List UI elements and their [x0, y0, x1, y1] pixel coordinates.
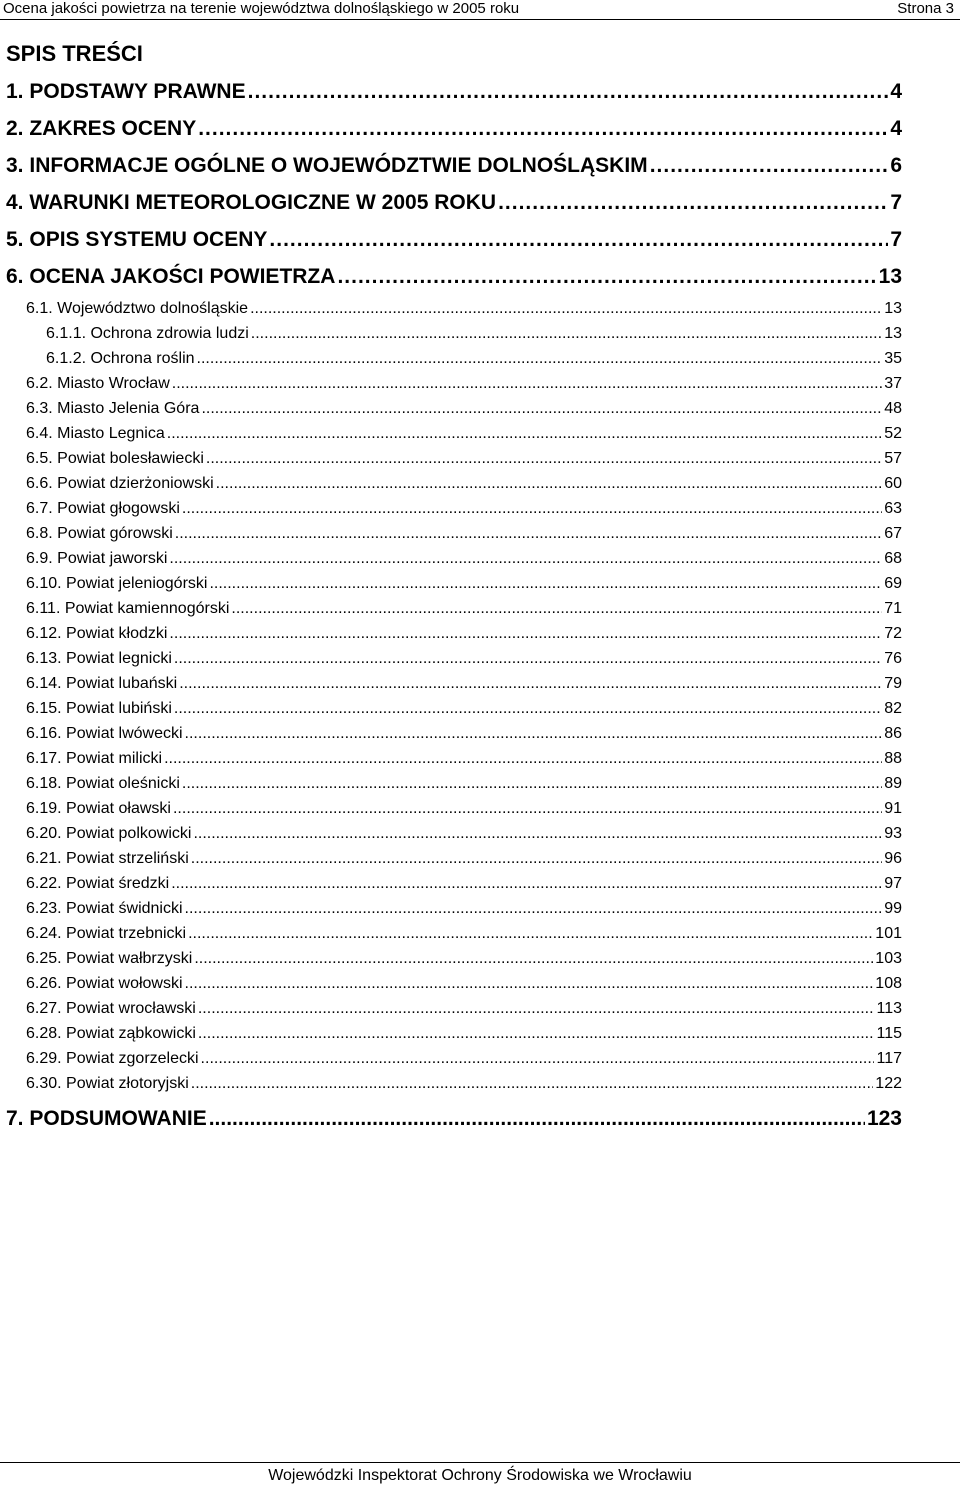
toc-entry-6-7[interactable]	[26, 499, 902, 519]
toc-entry-number: 5.	[6, 228, 24, 251]
toc-entry-page: 7	[890, 191, 902, 214]
toc-entry-page: 96	[884, 850, 902, 867]
toc-entry-number: 6.	[6, 265, 24, 288]
toc-entry-6-23[interactable]	[26, 899, 902, 919]
toc-leader-dots	[175, 524, 882, 544]
toc-entry-title: Powiat milicki	[66, 750, 163, 767]
toc-entry-number: 6.1.	[26, 300, 53, 317]
page-footer: Wojewódzki Inspektorat Ochrony Środowiska we Wrocławiu	[268, 1467, 692, 1484]
toc-entry-page: 82	[884, 700, 902, 717]
toc-entry-number: 6.16.	[26, 725, 62, 742]
toc-leader-dots	[173, 799, 882, 819]
toc-leader-dots	[169, 549, 882, 569]
document-title: Ocena jakości powietrza na terenie województwa dolnośląskiego w 2005 roku	[3, 0, 520, 17]
toc-entry-page: 88	[884, 750, 902, 767]
toc-entry-number: 6.11.	[26, 600, 61, 617]
toc-entry-title: Powiat jeleniogórski	[66, 575, 208, 592]
toc-entry-title: Powiat lubański	[66, 675, 178, 692]
toc-entry-6-26[interactable]	[26, 974, 902, 994]
toc-entry-number: 6.1.1.	[46, 325, 87, 342]
toc-entry-title: Powiat trzebnicki	[66, 925, 187, 942]
toc-entry-3[interactable]	[6, 154, 902, 178]
toc-leader-dots	[337, 265, 876, 289]
toc-entry-page: 4	[890, 117, 902, 140]
toc-entry-6-30[interactable]	[26, 1074, 902, 1094]
toc-title: SPIS TREŚCI	[6, 41, 143, 66]
toc-entry-page: 69	[884, 575, 902, 592]
toc-leader-dots	[188, 924, 873, 944]
toc-leader-dots	[216, 474, 883, 494]
toc-entry-number: 6.27.	[26, 1000, 62, 1017]
page-header	[0, 0, 960, 20]
toc-entry-number: 6.2.	[26, 375, 53, 392]
toc-entry-page: 101	[875, 925, 902, 942]
toc-entry-page: 71	[884, 600, 902, 617]
toc-entry-6-2[interactable]	[26, 374, 902, 394]
toc-entry-page: 48	[884, 400, 902, 417]
toc-leader-dots	[174, 649, 882, 669]
toc-entry-1[interactable]	[6, 80, 902, 104]
toc-entry-4[interactable]	[6, 191, 902, 215]
toc-entry-page: 103	[875, 950, 902, 967]
toc-entry-number: 6.1.2.	[46, 350, 87, 367]
toc-entry-title: Powiat kłodzki	[66, 625, 168, 642]
toc-entry-6-19[interactable]	[26, 799, 902, 819]
toc-leader-dots	[164, 749, 882, 769]
toc-entry-6-22[interactable]	[26, 874, 902, 894]
toc-leader-dots	[185, 974, 874, 994]
toc-entry-page: 115	[876, 1025, 902, 1042]
toc-entry-page: 79	[884, 675, 902, 692]
toc-entry-number: 6.21.	[26, 850, 62, 867]
toc-leader-dots	[251, 324, 882, 344]
toc-leader-dots	[169, 624, 882, 644]
toc-entry-number: 7.	[6, 1107, 24, 1130]
toc-leader-dots	[179, 674, 882, 694]
toc-leader-dots	[650, 154, 889, 178]
toc-entry-6-10[interactable]	[26, 574, 902, 594]
toc-entry-title: Powiat wołowski	[66, 975, 183, 992]
toc-entry-title: Powiat jaworski	[57, 550, 168, 567]
toc-entry-title: INFORMACJE OGÓLNE O WOJEWÓDZTWIE DOLNOŚLĄSKIM	[29, 154, 648, 177]
toc-entry-6[interactable]	[6, 265, 902, 289]
toc-entry-page: 63	[884, 500, 902, 517]
toc-leader-dots	[182, 499, 882, 519]
toc-entry-number: 6.9.	[26, 550, 53, 567]
toc-entry-title: Powiat złotoryjski	[66, 1075, 189, 1092]
toc-entry-title: PODSTAWY PRAWNE	[29, 80, 246, 103]
toc-leader-dots	[172, 374, 882, 394]
toc-entry-number: 6.24.	[26, 925, 62, 942]
toc-entry-title: ZAKRES OCENY	[29, 117, 197, 140]
toc-leader-dots	[197, 349, 883, 369]
toc-entry-page: 76	[884, 650, 902, 667]
toc-entry-number: 6.12.	[26, 625, 62, 642]
toc-entry-title: Powiat głogowski	[57, 500, 180, 517]
toc-leader-dots	[206, 449, 882, 469]
toc-leader-dots	[269, 228, 888, 252]
toc-entry-page: 4	[890, 80, 902, 103]
toc-leader-dots	[248, 80, 889, 104]
toc-entry-title: Powiat lubiński	[66, 700, 172, 717]
toc-entry-number: 6.26.	[26, 975, 62, 992]
toc-entry-page: 89	[884, 775, 902, 792]
toc-entry-number: 6.20.	[26, 825, 62, 842]
toc-entry-6-9[interactable]	[26, 549, 902, 569]
toc-leader-dots	[231, 599, 882, 619]
toc-entry-6-1-2[interactable]	[46, 349, 902, 369]
toc-entry-5[interactable]	[6, 228, 902, 252]
toc-entry-page: 57	[884, 450, 902, 467]
toc-entry-title: Powiat legnicki	[66, 650, 172, 667]
toc-entry-title: Miasto Jelenia Góra	[57, 400, 200, 417]
toc-leader-dots	[167, 424, 882, 444]
toc-entry-page: 108	[875, 975, 902, 992]
toc-leader-dots	[185, 899, 883, 919]
toc-entry-number: 6.5.	[26, 450, 53, 467]
toc-entry-title: Powiat dzierżoniowski	[57, 475, 214, 492]
toc-entry-6-21[interactable]	[26, 849, 902, 869]
toc-entry-title: Powiat kamiennogórski	[64, 600, 230, 617]
toc-entry-6-4[interactable]	[26, 424, 902, 444]
toc-entry-6-29[interactable]	[26, 1049, 902, 1069]
toc-entry-title: Powiat wrocławski	[66, 1000, 196, 1017]
toc-entry-number: 6.14.	[26, 675, 62, 692]
toc-entry-title: Województwo dolnośląskie	[57, 300, 249, 317]
toc-leader-dots	[198, 999, 875, 1019]
toc-entry-page: 123	[866, 1107, 902, 1130]
toc-leader-dots	[171, 874, 882, 894]
toc-entry-title: Powiat ząbkowicki	[66, 1025, 196, 1042]
toc-entry-7[interactable]	[6, 1107, 902, 1131]
toc-entry-number: 6.23.	[26, 900, 62, 917]
toc-entry-page: 86	[884, 725, 902, 742]
toc-entry-2[interactable]	[6, 117, 902, 141]
toc-entry-number: 6.17.	[26, 750, 62, 767]
toc-entry-title: Powiat średzki	[66, 875, 170, 892]
toc-entry-page: 68	[884, 550, 902, 567]
toc-entry-number: 6.10.	[26, 575, 62, 592]
toc-entry-number: 6.4.	[26, 425, 53, 442]
toc-entry-6-25[interactable]	[26, 949, 902, 969]
toc-leader-dots	[209, 1107, 865, 1131]
toc-entry-number: 6.8.	[26, 525, 53, 542]
toc-leader-dots	[250, 299, 882, 319]
toc-entry-title: OPIS SYSTEMU OCENY	[29, 228, 268, 251]
toc-leader-dots	[201, 1049, 875, 1069]
toc-entry-6-18[interactable]	[26, 774, 902, 794]
toc-leader-dots	[201, 399, 882, 419]
toc-entry-6-5[interactable]	[26, 449, 902, 469]
toc-entry-number: 6.30.	[26, 1075, 62, 1092]
toc-entry-page: 97	[884, 875, 902, 892]
toc-entry-6-13[interactable]	[26, 649, 902, 669]
toc-leader-dots	[194, 949, 873, 969]
toc-entry-page: 117	[876, 1050, 902, 1067]
toc-entry-number: 3.	[6, 154, 24, 177]
toc-entry-6-6[interactable]	[26, 474, 902, 494]
toc-entry-title: Powiat wałbrzyski	[66, 950, 193, 967]
toc-entry-page: 13	[884, 300, 902, 317]
page-number: Strona 3	[897, 0, 954, 17]
toc-entry-page: 13	[884, 325, 902, 342]
toc-entry-page: 122	[875, 1075, 902, 1092]
toc-entry-page: 72	[884, 625, 902, 642]
toc-entry-6-17[interactable]	[26, 749, 902, 769]
toc-entry-6-16[interactable]	[26, 724, 902, 744]
toc-entry-6-3[interactable]	[26, 399, 902, 419]
toc-entry-page: 13	[878, 265, 902, 288]
toc-entry-page: 52	[884, 425, 902, 442]
toc-entry-page: 93	[884, 825, 902, 842]
toc-leader-dots	[185, 724, 883, 744]
toc-entry-title: Powiat oleśnicki	[66, 775, 180, 792]
toc-leader-dots	[193, 824, 882, 844]
toc-entry-number: 6.18.	[26, 775, 62, 792]
toc-entry-6-1-1[interactable]	[46, 324, 902, 344]
toc-entry-title: Powiat oławski	[66, 800, 171, 817]
toc-entry-title: Powiat bolesławiecki	[57, 450, 204, 467]
toc-entry-title: Powiat polkowicki	[66, 825, 192, 842]
toc-entry-number: 6.19.	[26, 800, 62, 817]
toc-entry-title: Ochrona zdrowia ludzi	[90, 325, 249, 342]
toc-leader-dots	[182, 774, 882, 794]
toc-entry-number: 6.7.	[26, 500, 53, 517]
toc-entry-page: 91	[884, 800, 902, 817]
toc-entry-number: 6.29.	[26, 1050, 62, 1067]
toc-entry-page: 99	[884, 900, 902, 917]
toc-leader-dots	[498, 191, 888, 215]
toc-leader-dots	[198, 117, 888, 141]
toc-entry-title: Powiat górowski	[57, 525, 173, 542]
toc-entry-6-28[interactable]	[26, 1024, 902, 1044]
toc-entry-6-20[interactable]	[26, 824, 902, 844]
footer-divider	[0, 1462, 960, 1463]
toc-entry-6-14[interactable]	[26, 674, 902, 694]
toc-entry-number: 6.25.	[26, 950, 62, 967]
toc-entry-page: 67	[884, 525, 902, 542]
toc-entry-page: 35	[884, 350, 902, 367]
toc-entry-title: PODSUMOWANIE	[29, 1107, 207, 1130]
toc-entry-page: 113	[876, 1000, 902, 1017]
toc-entry-number: 1.	[6, 80, 24, 103]
toc-entry-page: 60	[884, 475, 902, 492]
toc-entry-title: WARUNKI METEOROLOGICZNE W 2005 ROKU	[29, 191, 497, 214]
toc-leader-dots	[198, 1024, 875, 1044]
toc-entry-page: 7	[890, 228, 902, 251]
toc-entry-number: 6.15.	[26, 700, 62, 717]
toc-entry-6-12[interactable]	[26, 624, 902, 644]
toc-entry-title: Powiat zgorzelecki	[66, 1050, 199, 1067]
toc-entry-number: 6.3.	[26, 400, 53, 417]
toc-entry-title: Powiat świdnicki	[66, 900, 183, 917]
toc-entry-title: Ochrona roślin	[90, 350, 195, 367]
toc-entry-title: OCENA JAKOŚCI POWIETRZA	[29, 265, 336, 288]
toc-entry-title: Miasto Wrocław	[57, 375, 170, 392]
toc-entry-number: 6.6.	[26, 475, 53, 492]
toc-entry-6-11[interactable]	[26, 599, 902, 619]
toc-entry-number: 4.	[6, 191, 24, 214]
toc-entry-title: Miasto Legnica	[57, 425, 165, 442]
toc-leader-dots	[209, 574, 882, 594]
toc-entry-6-8[interactable]	[26, 524, 902, 544]
toc-entry-6-15[interactable]	[26, 699, 902, 719]
toc-entry-number: 6.22.	[26, 875, 62, 892]
toc-entry-number: 6.28.	[26, 1025, 62, 1042]
toc-entry-title: Powiat lwówecki	[66, 725, 183, 742]
toc-entry-6-27[interactable]	[26, 999, 902, 1019]
toc-leader-dots	[191, 849, 882, 869]
toc-leader-dots	[174, 699, 882, 719]
toc-entry-page: 6	[890, 154, 902, 177]
toc-entry-6-24[interactable]	[26, 924, 902, 944]
toc-entry-number: 6.13.	[26, 650, 62, 667]
toc-entry-page: 37	[884, 375, 902, 392]
toc-leader-dots	[191, 1074, 874, 1094]
toc-entry-title: Powiat strzeliński	[66, 850, 189, 867]
toc-entry-6-1[interactable]	[26, 299, 902, 319]
toc-entry-number: 2.	[6, 117, 24, 140]
